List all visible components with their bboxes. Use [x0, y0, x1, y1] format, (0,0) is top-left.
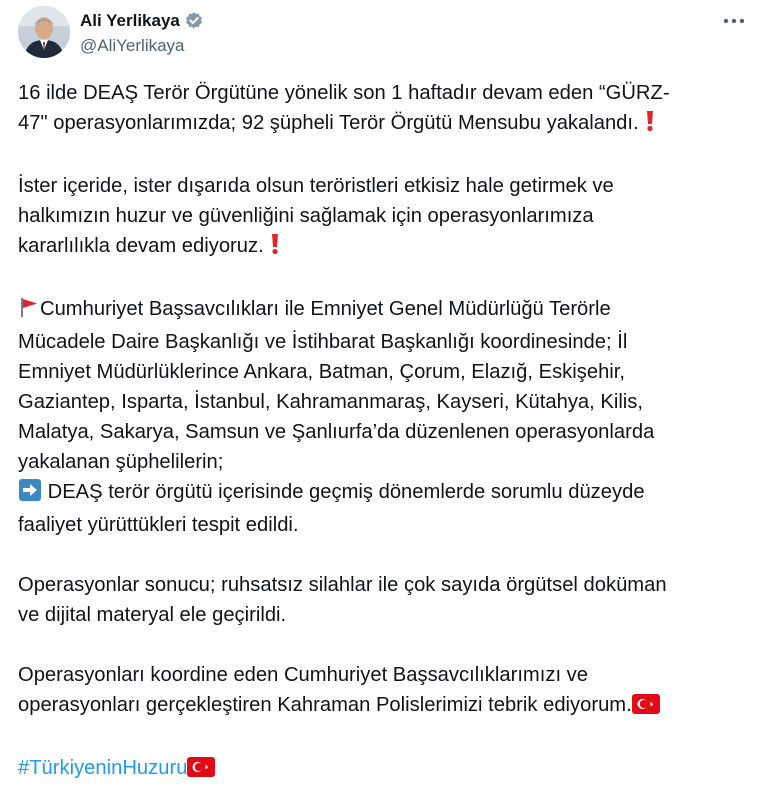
avatar-image — [18, 6, 70, 58]
text-line: halkımızın huzur ve güvenliğini sağlamak için operasyonlarımıza — [18, 205, 594, 227]
text-segment: DEAŞ terör örgütü içerisinde geçmiş dönemlerde sorumlu düzeyde — [47, 481, 645, 503]
turkish-flag-icon — [187, 756, 215, 786]
text-line: Gaziantep, Isparta, İstanbul, Kahramanmaraş, Kayseri, Kütahya, Kilis, — [18, 391, 643, 413]
text-line: faaliyet yürüttükleri tespit edildi. — [18, 514, 299, 536]
tweet-text — [18, 78, 754, 786]
text-line — [18, 753, 754, 786]
text-line: Malatya, Sakarya, Samsun ve Şanlıurfa’da düzenlenen operasyonlarda — [18, 421, 655, 443]
text-segment: kararlılıkla devam ediyoruz. — [18, 235, 264, 257]
text-line — [18, 294, 754, 327]
text-line — [18, 690, 754, 723]
text-line: İster içeride, ister dışarıda olsun teröristleri etkisiz hale getirmek ve — [18, 175, 614, 197]
text-segment: 47" operasyonlarımızda; 92 şüpheli Terör Örgütü Mensubu yakalandı. — [18, 112, 639, 134]
text-line — [18, 108, 754, 141]
author-handle[interactable]: @AliYerlikaya — [80, 36, 185, 55]
paragraph-2 — [18, 171, 754, 264]
paragraph-4 — [18, 570, 754, 630]
tweet-header — [18, 6, 752, 62]
hashtag-link[interactable]: #TürkiyeninHuzuru — [18, 757, 188, 779]
avatar[interactable] — [18, 6, 70, 58]
hashtag-paragraph — [18, 753, 754, 786]
arrow-right-icon — [18, 479, 42, 510]
text-line: Mücadele Daire Başkanlığı ve İstihbarat Başkanlığı koordinesinde; İl — [18, 331, 628, 353]
author-display-name[interactable]: Ali Yerlikaya — [80, 11, 180, 30]
paragraph-1 — [18, 78, 754, 141]
paragraph-5 — [18, 660, 754, 723]
turkish-flag-icon — [632, 693, 660, 723]
text-segment: Cumhuriyet Başsavcılıkları ile Emniyet Genel Müdürlüğü Terörle — [40, 298, 611, 320]
red-flag-icon — [18, 296, 40, 327]
paragraph-3 — [18, 294, 754, 540]
text-line: Operasyonları koordine eden Cumhuriyet Başsavcılıklarımızı ve — [18, 664, 588, 686]
text-line: 16 ilde DEAŞ Terör Örgütüne yönelik son 1 haftadır devam eden “GÜRZ- — [18, 82, 670, 104]
text-segment: operasyonları gerçekleştiren Kahraman Polislerimizi tebrik ediyorum. — [18, 694, 632, 716]
text-line: Emniyet Müdürlüklerince Ankara, Batman, Çorum, Elazığ, Eskişehir, — [18, 361, 625, 383]
text-line — [18, 231, 754, 264]
red-exclamation-icon — [644, 110, 656, 141]
verified-badge-icon — [184, 11, 204, 31]
text-line: yakalanan şüphelilerin; — [18, 451, 224, 473]
more-options-icon[interactable] — [720, 10, 748, 32]
author-block — [80, 10, 204, 56]
text-line — [18, 477, 754, 510]
red-exclamation-icon — [269, 233, 281, 264]
text-line: Operasyonlar sonucu; ruhsatsız silahlar ile çok sayıda örgütsel doküman — [18, 574, 667, 596]
text-line: ve dijital materyal ele geçirildi. — [18, 604, 287, 626]
